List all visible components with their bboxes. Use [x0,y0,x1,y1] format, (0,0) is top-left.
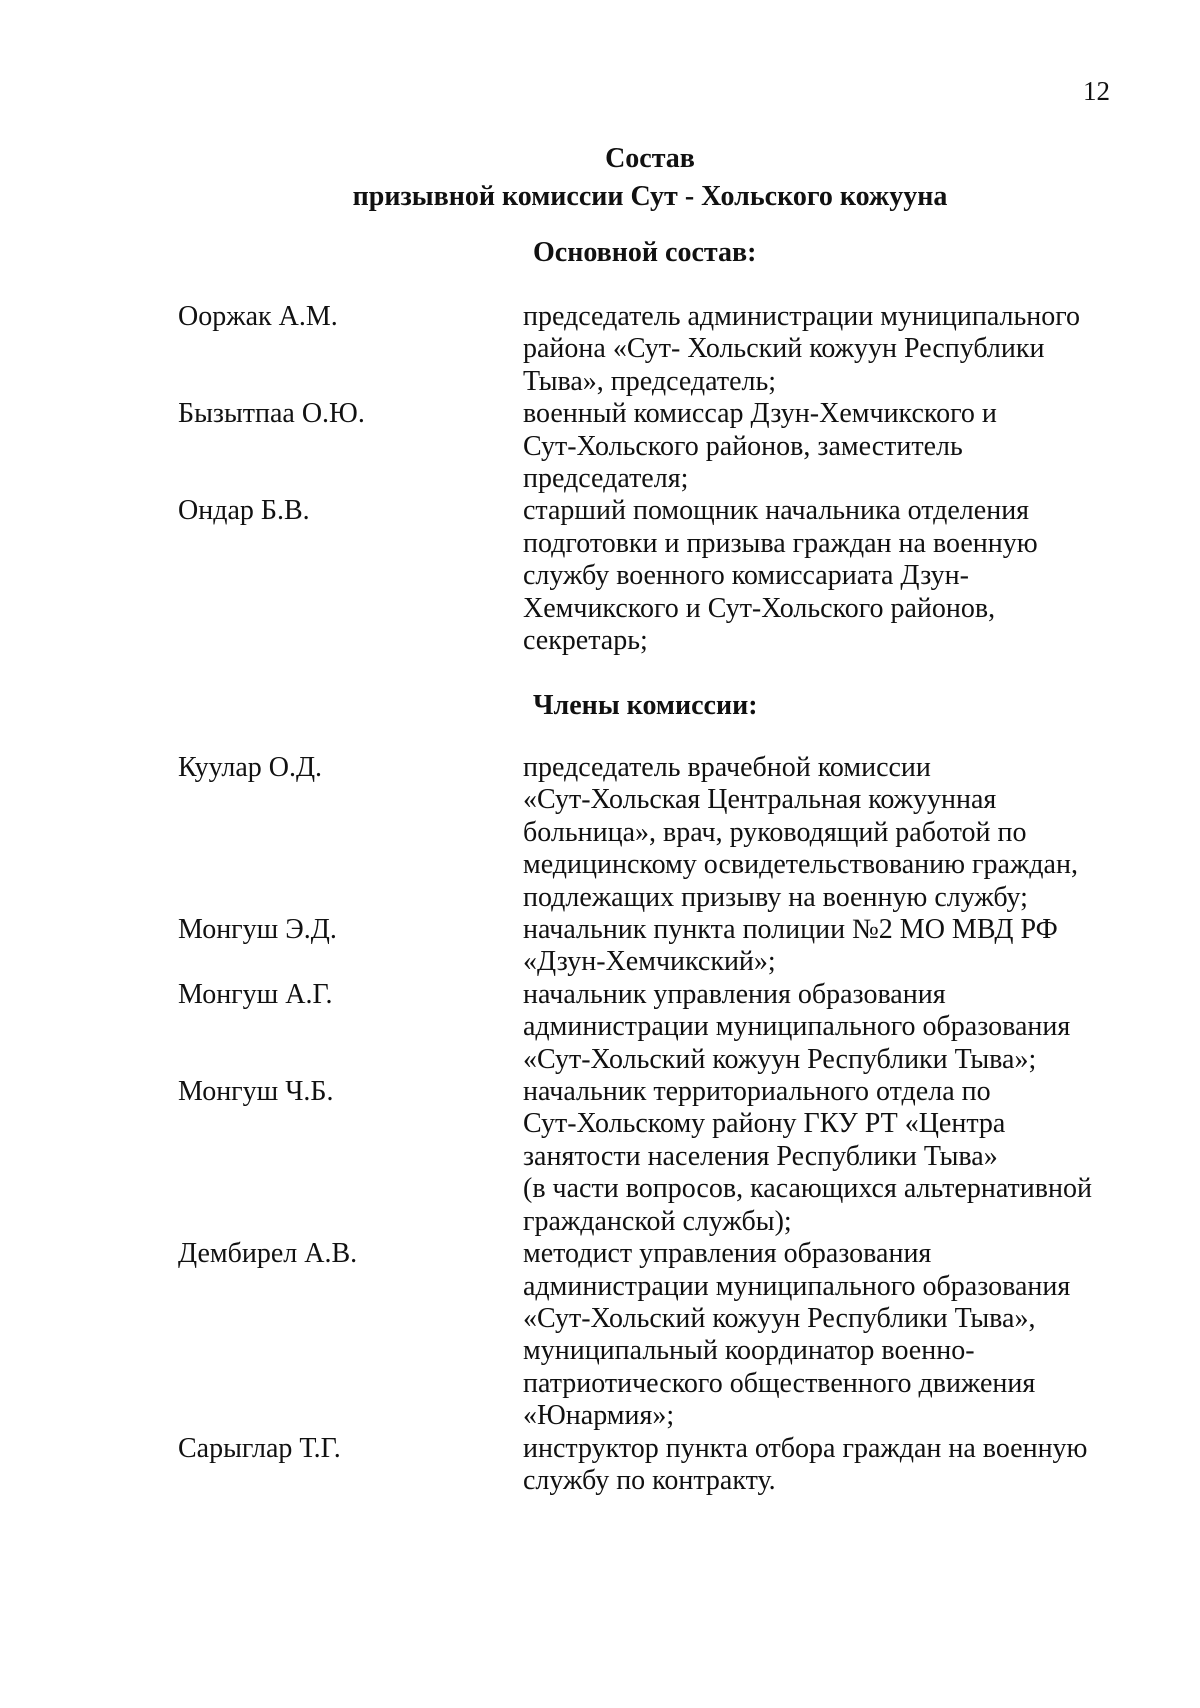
main-composition-heading: Основной состав: [533,237,757,268]
title-line-2: призывной комиссии Сут - Хольского кожууна [352,181,948,212]
member-name: Монгуш Ч.Б. [178,1076,334,1108]
member-row [178,914,1118,979]
document-title [0,140,1200,216]
commission-members-heading: Члены комиссии: [533,690,758,721]
member-role: начальник территориального отдела по Сут-Хольскому району ГКУ РТ «Центра занятости населения Республики Тыва» (в части вопросов, касающихся альтернативной гражданской службы); [523,1076,1092,1237]
member-name: Ооржак А.М. [178,301,338,332]
member-role: начальник пункта полиции №2 МО МВД РФ «Дзун-Хемчикский»; [523,914,1058,978]
member-row [178,301,1118,398]
member-row [178,752,1118,914]
member-role: председатель врачебной комиссии «Сут-Хольская Центральная кожуунная больница», врач, руководящий работой по медицинскому освидетельствованию граждан, подлежащих призыву на военную службу; [523,752,1078,913]
member-role: военный комиссар Дзун-Хемчикского и Сут-Хольского районов, заместитель председателя; [523,398,997,495]
member-role: председатель администрации муниципального района «Сут- Хольский кожуун Республики Тыва», председатель; [523,301,1081,397]
member-name: Бызытпаа О.Ю. [178,398,365,430]
member-role: инструктор пункта отбора граждан на военную службу по контракту. [523,1432,1088,1496]
member-name: Монгуш Э.Д. [178,914,337,946]
member-name: Дембирел А.В. [178,1238,358,1270]
member-role: методист управления образования администрации муниципального образования «Сут-Хольский кожуун Республики Тыва», муниципальный координатор военно- патриотического общественного движения «Юнармия»; [523,1238,1071,1432]
member-name: Куулар О.Д. [178,752,323,783]
member-row [178,398,1118,495]
member-role: старший помощник начальника отделения подготовки и призыва граждан на военную службу военного комиссариата Дзун- Хемчикского и Сут-Хольского районов, секретарь; [523,495,1038,657]
member-row [178,1238,1118,1432]
member-row [178,495,1118,657]
member-row [178,1433,1118,1498]
main-members-list [178,301,1118,657]
page-number: 12 [1083,76,1110,106]
member-row [178,979,1118,1076]
member-role: начальник управления образования администрации муниципального образования «Сут-Хольский кожуун Республики Тыва»; [523,978,1071,1075]
title-line-1: Состав [605,143,695,174]
member-row [178,1076,1118,1238]
member-name: Сарыглар Т.Г. [178,1432,341,1464]
member-name: Ондар Б.В. [178,495,310,527]
member-name: Монгуш А.Г. [178,978,333,1010]
commission-members-list [178,752,1118,1497]
